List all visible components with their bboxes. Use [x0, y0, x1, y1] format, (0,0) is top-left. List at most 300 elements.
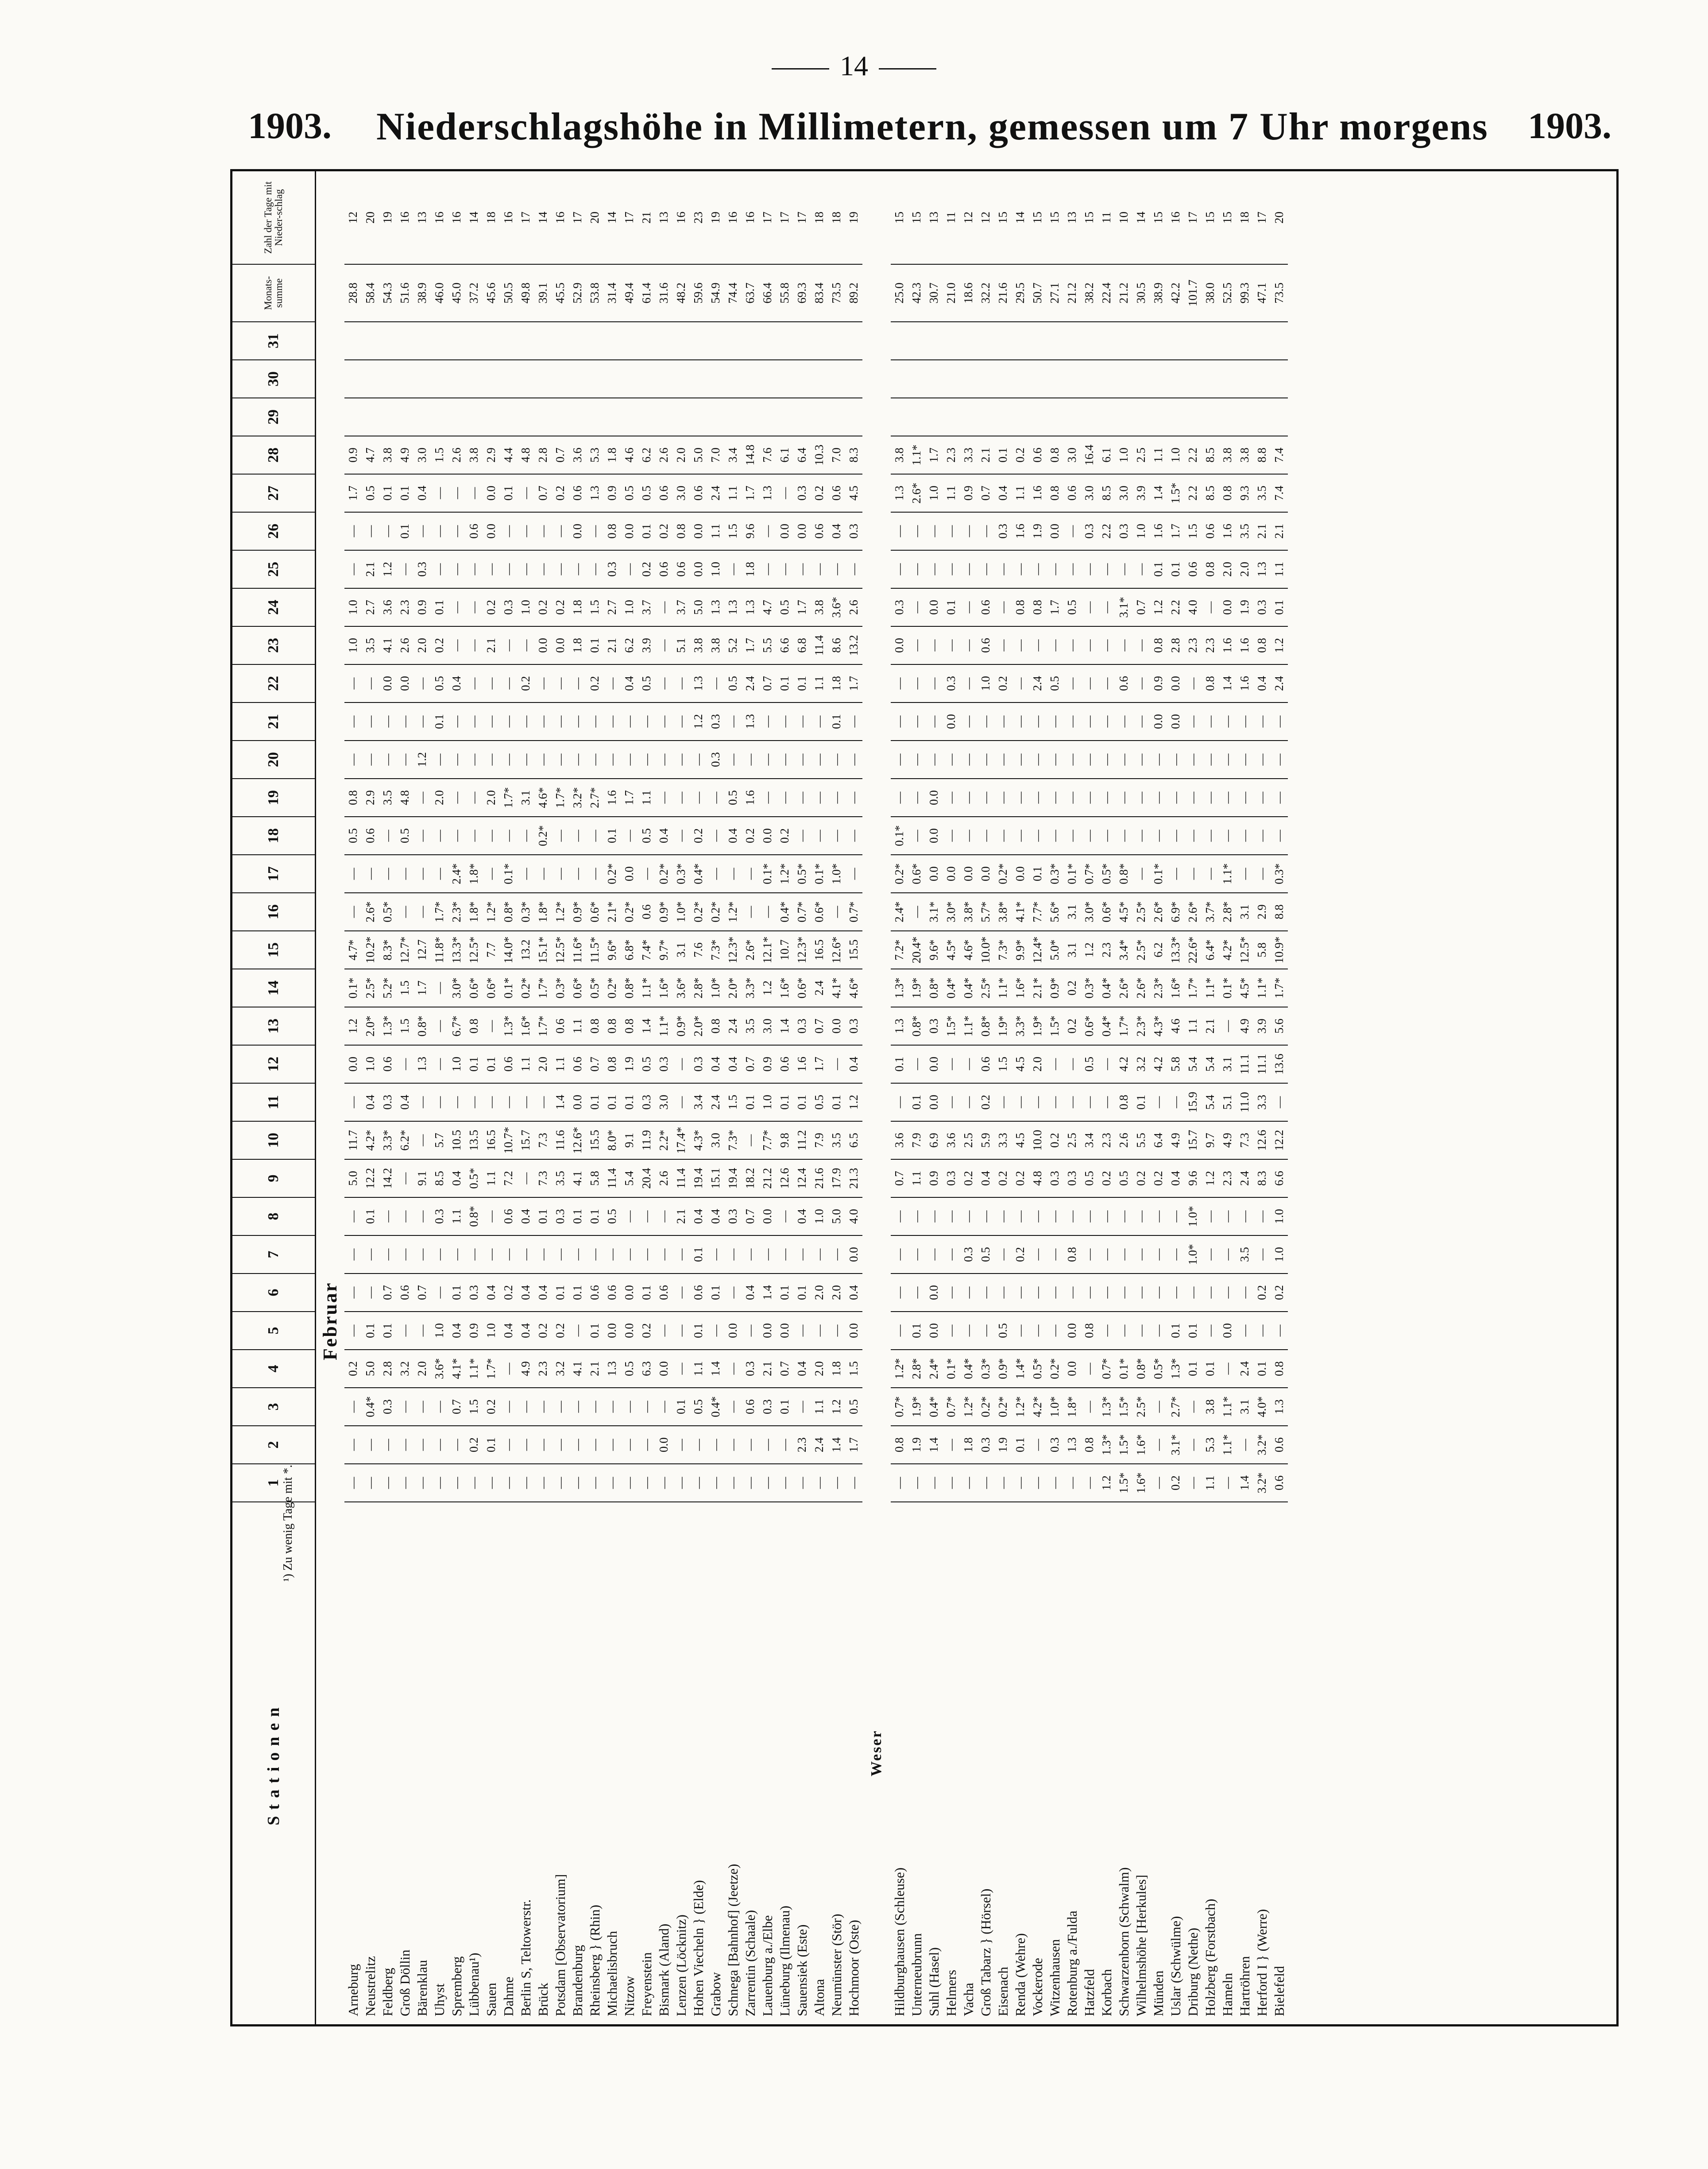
day-value: 2.6: [1115, 1121, 1132, 1159]
day-value: 1.5: [396, 969, 413, 1007]
day-value: 0.0: [977, 855, 994, 893]
day-value: [1236, 322, 1253, 360]
day-value: 7.2*: [891, 931, 908, 969]
monthly-sum: 38.2: [1081, 264, 1098, 322]
day-value: 2.5*: [1132, 893, 1150, 931]
day-value: —: [776, 702, 793, 741]
day-value: —: [500, 512, 517, 550]
day-value: 3.2*: [1253, 1464, 1271, 1502]
day-value: 1.6*: [776, 969, 793, 1007]
day-value: —: [960, 1197, 977, 1235]
day-value: —: [1150, 1197, 1167, 1235]
rain-days: 15: [908, 171, 925, 264]
day-value: 7.9: [811, 1121, 828, 1159]
monthly-sum: 27.1: [1046, 264, 1063, 322]
table-row: [811, 171, 828, 2024]
day-value: 11.4: [603, 1159, 621, 1197]
day-value: 0.6*: [465, 969, 483, 1007]
day-value: —: [1098, 1235, 1115, 1274]
monthly-sum: 66.4: [759, 264, 776, 322]
day-value: 2.1: [1253, 512, 1271, 550]
day-value: 0.7: [1132, 588, 1150, 626]
day-value: —: [344, 1235, 362, 1274]
day-value: —: [1081, 1083, 1098, 1121]
station-name: Herford I } (Werre): [1254, 1909, 1270, 2016]
day-value: —: [960, 588, 977, 626]
day-value: —: [534, 1426, 552, 1464]
day-value: —: [569, 741, 586, 779]
day-value: —: [396, 702, 413, 741]
day-value: 0.9: [960, 474, 977, 512]
day-value: —: [690, 779, 707, 817]
day-value: —: [1081, 741, 1098, 779]
day-value: 0.4: [724, 1045, 742, 1083]
day-value: —: [828, 779, 845, 817]
day-value: 6.6: [1271, 1159, 1288, 1197]
monthly-sum: 45.5: [552, 264, 569, 322]
day-value: —: [413, 1197, 431, 1235]
day-value: —: [793, 779, 811, 817]
day-value: —: [1081, 626, 1098, 664]
day-value: 3.7: [672, 588, 690, 626]
day-value: —: [396, 1045, 413, 1083]
station-name: Brandenburg: [570, 1945, 585, 2016]
rain-days: 17: [517, 171, 534, 264]
day-header: 19: [232, 779, 316, 817]
day-value: [977, 398, 994, 436]
day-value: 0.0: [1219, 588, 1236, 626]
day-value: —: [638, 741, 655, 779]
day-value: 0.8: [707, 1007, 724, 1045]
day-value: 1.1*: [1219, 855, 1236, 893]
day-value: 1.1: [483, 1159, 500, 1197]
table-row: [793, 171, 811, 2024]
day-value: —: [431, 1045, 448, 1083]
day-value: [586, 322, 603, 360]
day-value: —: [925, 1235, 943, 1274]
day-value: 4.1*: [1012, 893, 1029, 931]
day-value: —: [1081, 1274, 1098, 1312]
day-value: —: [448, 474, 465, 512]
day-value: —: [672, 817, 690, 855]
day-value: [960, 398, 977, 436]
day-value: 0.1: [908, 1312, 925, 1350]
day-value: 0.3*: [552, 969, 569, 1007]
day-value: 0.2: [776, 817, 793, 855]
day-value: —: [1236, 702, 1253, 741]
rain-days: 14: [1132, 171, 1150, 264]
day-value: 3.2: [552, 1350, 569, 1388]
table-row: [1012, 171, 1029, 2024]
day-value: 2.1: [1271, 512, 1288, 550]
day-value: 0.2: [1271, 1274, 1288, 1312]
day-value: 0.2: [500, 1274, 517, 1312]
day-value: [1236, 360, 1253, 398]
day-value: —: [500, 1388, 517, 1426]
day-value: 1.5: [724, 1083, 742, 1121]
day-value: 8.5: [1202, 436, 1219, 474]
day-value: —: [908, 1197, 925, 1235]
day-value: —: [344, 893, 362, 931]
day-value: —: [724, 855, 742, 893]
day-value: [1219, 360, 1236, 398]
day-value: 0.3: [724, 1197, 742, 1235]
day-value: 1.4*: [1012, 1350, 1029, 1388]
day-header: 1: [232, 1464, 316, 1502]
day-value: 4.6: [1167, 1007, 1184, 1045]
day-value: 3.1*: [1115, 588, 1132, 626]
day-value: [431, 360, 448, 398]
day-value: 2.3: [1098, 1121, 1115, 1159]
day-value: 6.9: [925, 1121, 943, 1159]
day-value: 0.5: [776, 588, 793, 626]
day-value: [500, 360, 517, 398]
day-value: 2.0: [811, 1350, 828, 1388]
day-value: 1.2: [1081, 931, 1098, 969]
day-value: [707, 398, 724, 436]
day-value: 0.2: [483, 1388, 500, 1426]
day-value: 1.8: [742, 550, 759, 588]
day-value: 0.7: [891, 1159, 908, 1197]
day-value: —: [448, 626, 465, 664]
day-value: 0.6: [362, 817, 379, 855]
day-value: 0.6: [465, 512, 483, 550]
day-value: 2.5*: [977, 969, 994, 1007]
day-value: —: [552, 664, 569, 702]
day-value: —: [603, 1426, 621, 1464]
day-value: 0.2: [638, 1312, 655, 1350]
monthly-sum: 55.8: [776, 264, 793, 322]
day-value: —: [517, 1083, 534, 1121]
day-value: 1.1: [569, 1007, 586, 1045]
day-value: 13.3*: [448, 931, 465, 969]
day-value: 12.6*: [569, 1121, 586, 1159]
day-value: 0.4: [396, 1083, 413, 1121]
day-value: 0.6: [638, 893, 655, 931]
day-value: 0.7: [413, 1274, 431, 1312]
day-value: 0.1: [362, 1312, 379, 1350]
day-value: —: [1012, 1312, 1029, 1350]
day-value: 0.8: [1202, 550, 1219, 588]
day-value: 2.6: [448, 436, 465, 474]
day-value: 1.2*: [776, 855, 793, 893]
day-value: 0.1: [500, 474, 517, 512]
day-value: 1.8*: [465, 893, 483, 931]
day-value: —: [552, 702, 569, 741]
day-value: —: [586, 702, 603, 741]
day-value: —: [1115, 817, 1132, 855]
monthly-sum: 32.2: [977, 264, 994, 322]
day-value: 0.3: [707, 741, 724, 779]
day-value: 2.4*: [891, 893, 908, 931]
day-value: 3.0: [707, 1121, 724, 1159]
day-value: 0.2: [517, 664, 534, 702]
day-value: 0.3: [603, 550, 621, 588]
day-value: 0.3: [943, 1159, 960, 1197]
day-value: 3.1: [1236, 1388, 1253, 1426]
day-value: 0.8: [1081, 1426, 1098, 1464]
day-value: —: [1081, 1464, 1098, 1502]
day-value: —: [1236, 1274, 1253, 1312]
day-value: 3.6: [569, 436, 586, 474]
day-value: 3.8: [707, 626, 724, 664]
day-value: —: [943, 1312, 960, 1350]
day-value: [1046, 322, 1063, 360]
day-value: —: [448, 550, 465, 588]
day-value: [586, 360, 603, 398]
day-value: —: [672, 1235, 690, 1274]
monthly-sum: 45.6: [483, 264, 500, 322]
station-name: Hohen Viecheln } (Elde): [691, 1880, 706, 2016]
day-value: 8.8: [1253, 436, 1271, 474]
day-value: 0.7: [448, 1388, 465, 1426]
table-row: [500, 171, 517, 2024]
day-value: 0.2: [655, 512, 672, 550]
monthly-sum: 37.2: [465, 264, 483, 322]
day-value: 1.1: [811, 1388, 828, 1426]
day-value: 1.1: [638, 779, 655, 817]
day-value: [500, 398, 517, 436]
day-value: —: [655, 1464, 672, 1502]
day-value: 7.7: [483, 931, 500, 969]
day-value: 1.3: [1271, 1388, 1288, 1426]
day-value: —: [1271, 779, 1288, 817]
day-value: —: [483, 1083, 500, 1121]
table-row: [1063, 171, 1081, 2024]
day-value: —: [1253, 855, 1271, 893]
day-value: —: [1115, 1274, 1132, 1312]
day-value: —: [1150, 741, 1167, 779]
day-value: 2.1: [362, 550, 379, 588]
day-value: 4.1*: [448, 1350, 465, 1388]
day-value: 1.1: [517, 1045, 534, 1083]
day-value: —: [960, 1312, 977, 1350]
day-value: 3.6*: [828, 588, 845, 626]
day-value: —: [379, 1235, 396, 1274]
day-value: 2.2: [1098, 512, 1115, 550]
day-value: [776, 322, 793, 360]
day-value: 0.7: [742, 1045, 759, 1083]
day-value: 16.5: [483, 1121, 500, 1159]
day-header: 3: [232, 1388, 316, 1426]
day-value: 0.1*: [344, 969, 362, 1007]
day-value: 2.3: [396, 588, 413, 626]
day-value: —: [943, 1426, 960, 1464]
day-value: [828, 360, 845, 398]
table-row: [1046, 171, 1063, 2024]
day-value: —: [552, 1426, 569, 1464]
day-value: 3.0: [672, 474, 690, 512]
day-value: [396, 398, 413, 436]
day-value: 2.0: [672, 436, 690, 474]
day-value: —: [1046, 1274, 1063, 1312]
day-value: 9.6*: [603, 931, 621, 969]
day-value: —: [943, 1464, 960, 1502]
day-value: 3.6*: [672, 969, 690, 1007]
day-value: [603, 360, 621, 398]
day-value: —: [1219, 1274, 1236, 1312]
day-value: 0.5*: [465, 1159, 483, 1197]
footnote: ¹) Zu wenig Tage mit *.: [281, 1464, 295, 1582]
day-value: 0.4: [500, 1312, 517, 1350]
day-value: —: [483, 1197, 500, 1235]
day-value: 2.1: [586, 1350, 603, 1388]
day-value: —: [908, 817, 925, 855]
day-value: —: [811, 817, 828, 855]
day-value: 0.7*: [891, 1388, 908, 1426]
day-value: 0.5: [621, 474, 638, 512]
monthly-sum: 54.3: [379, 264, 396, 322]
day-value: 7.3: [1236, 1121, 1253, 1159]
day-value: —: [1184, 741, 1202, 779]
monthly-sum: 38.9: [1150, 264, 1167, 322]
day-value: 0.2*: [517, 969, 534, 1007]
day-value: 0.5: [1115, 1159, 1132, 1197]
day-value: 1.5: [724, 512, 742, 550]
day-value: 6.8*: [621, 931, 638, 969]
day-value: —: [1063, 702, 1081, 741]
day-value: —: [1063, 512, 1081, 550]
day-value: 3.0*: [943, 893, 960, 931]
day-value: 0.0: [1167, 702, 1184, 741]
day-value: 0.0: [621, 855, 638, 893]
day-value: 4.1*: [828, 969, 845, 1007]
day-value: 5.8: [586, 1159, 603, 1197]
day-value: —: [672, 1083, 690, 1121]
day-value: 0.4: [845, 1045, 862, 1083]
day-value: 0.1: [1029, 855, 1046, 893]
day-value: 9.1: [621, 1121, 638, 1159]
day-value: —: [413, 1426, 431, 1464]
day-value: [1184, 398, 1202, 436]
day-value: 6.2: [621, 626, 638, 664]
day-value: 1.6: [1012, 512, 1029, 550]
day-value: —: [586, 1464, 603, 1502]
day-value: 3.6: [891, 1121, 908, 1159]
day-value: 16.4: [1081, 436, 1098, 474]
day-value: 0.0: [943, 855, 960, 893]
day-value: —: [534, 550, 552, 588]
day-value: —: [977, 1197, 994, 1235]
day-value: [943, 322, 960, 360]
day-value: —: [1150, 817, 1167, 855]
day-value: 2.5*: [1132, 1388, 1150, 1426]
rain-days: 17: [1184, 171, 1202, 264]
day-value: —: [396, 1235, 413, 1274]
day-value: 0.2*: [994, 1388, 1012, 1426]
day-value: —: [828, 1045, 845, 1083]
day-value: 3.2: [1132, 1045, 1150, 1083]
day-value: 3.8: [891, 436, 908, 474]
day-value: 3.1: [672, 931, 690, 969]
day-value: —: [1081, 1388, 1098, 1426]
day-value: 0.0: [396, 664, 413, 702]
station-name: Uslar (Schwülme): [1168, 1916, 1183, 2016]
day-value: 0.4: [707, 1197, 724, 1235]
day-value: 5.6: [1271, 1007, 1288, 1045]
day-value: 0.9: [344, 436, 362, 474]
day-value: —: [344, 1312, 362, 1350]
day-value: —: [517, 1426, 534, 1464]
day-value: 11.7: [344, 1121, 362, 1159]
day-value: 3.7: [638, 588, 655, 626]
day-value: 0.1*: [891, 817, 908, 855]
day-value: 0.6: [655, 474, 672, 512]
day-value: —: [724, 1235, 742, 1274]
day-value: 12.7: [413, 931, 431, 969]
day-value: —: [448, 779, 465, 817]
day-value: —: [465, 664, 483, 702]
day-value: 0.6: [672, 550, 690, 588]
day-value: 0.3: [1253, 588, 1271, 626]
day-value: 9.6: [1184, 1159, 1202, 1197]
day-value: 1.0: [811, 1197, 828, 1235]
day-value: —: [742, 855, 759, 893]
day-value: 0.6: [586, 1274, 603, 1312]
day-value: —: [621, 741, 638, 779]
day-value: 0.6: [655, 1274, 672, 1312]
day-value: 1.7*: [534, 969, 552, 1007]
day-value: —: [891, 1464, 908, 1502]
day-value: 0.0: [569, 1083, 586, 1121]
day-value: 1.7: [621, 779, 638, 817]
day-value: 15.7: [517, 1121, 534, 1159]
day-value: 3.0: [1063, 436, 1081, 474]
day-value: 0.1: [586, 1312, 603, 1350]
day-value: 0.9*: [569, 893, 586, 931]
day-value: 2.4*: [448, 855, 465, 893]
day-value: —: [776, 741, 793, 779]
day-value: —: [1012, 664, 1029, 702]
day-value: 0.3*: [672, 855, 690, 893]
day-value: 13.2: [517, 931, 534, 969]
day-value: —: [925, 1197, 943, 1235]
day-value: —: [793, 550, 811, 588]
day-value: —: [1063, 626, 1081, 664]
day-value: 6.9*: [1167, 893, 1184, 931]
day-value: [1253, 322, 1271, 360]
day-value: 3.0: [655, 1083, 672, 1121]
rain-days: 10: [1115, 171, 1132, 264]
day-value: 0.1: [742, 1083, 759, 1121]
day-value: 1.7: [413, 969, 431, 1007]
day-value: [943, 398, 960, 436]
day-value: —: [1046, 1197, 1063, 1235]
day-value: 3.0: [1081, 474, 1098, 512]
day-value: —: [672, 1045, 690, 1083]
day-value: 0.6: [552, 1007, 569, 1045]
day-value: 1.0: [1115, 436, 1132, 474]
monthly-sum: 49.8: [517, 264, 534, 322]
day-value: —: [1132, 817, 1150, 855]
table-row: [1202, 171, 1219, 2024]
day-value: [448, 322, 465, 360]
day-value: 4.1: [569, 1159, 586, 1197]
day-value: 8.5: [1202, 474, 1219, 512]
day-value: —: [891, 741, 908, 779]
day-value: —: [1046, 1235, 1063, 1274]
station-name: Schnega [Bahnhof] (Jeetze): [725, 1864, 741, 2016]
day-value: 3.1*: [925, 893, 943, 931]
day-value: —: [1046, 817, 1063, 855]
day-value: —: [977, 702, 994, 741]
day-value: 0.3: [1063, 1159, 1081, 1197]
day-value: —: [500, 1350, 517, 1388]
station-name: Unterneubrunn: [909, 1933, 924, 2016]
day-value: —: [396, 1388, 413, 1426]
day-value: 3.5: [1236, 512, 1253, 550]
day-value: 1.0: [448, 1045, 465, 1083]
